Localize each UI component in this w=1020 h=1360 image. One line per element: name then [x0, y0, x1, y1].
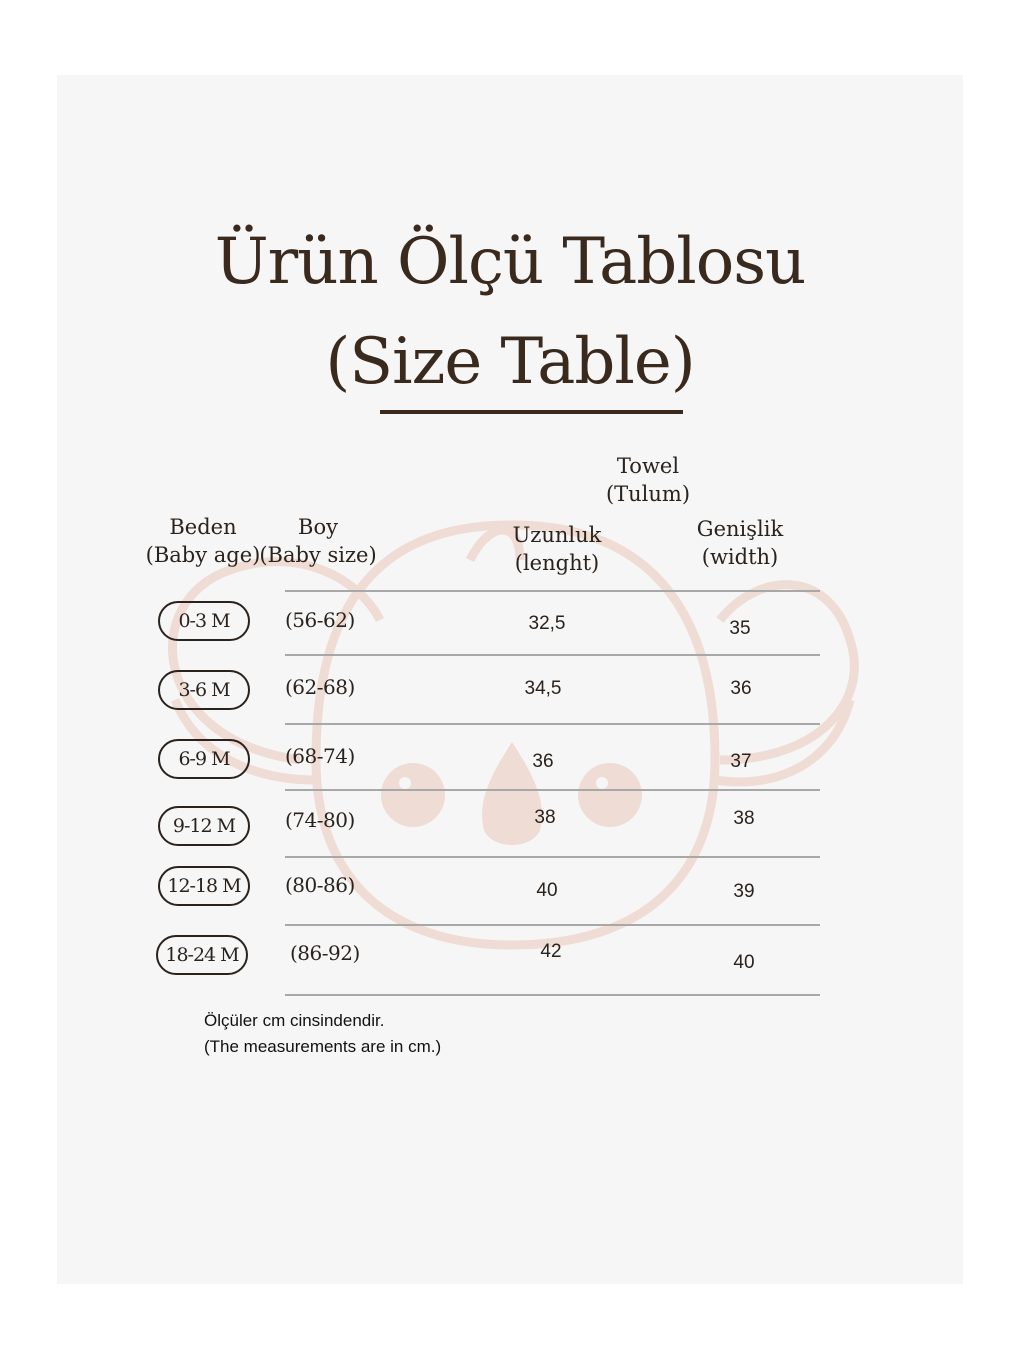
- group-header-sublabel: (Tulum): [605, 482, 691, 506]
- note-turkish: Ölçüler cm cinsindendir.: [204, 1011, 385, 1030]
- table-divider: [285, 856, 820, 858]
- width-value: 36: [730, 678, 752, 699]
- header-label: Genişlik: [696, 517, 784, 541]
- table-divider: [285, 994, 820, 996]
- group-header-label: Towel: [616, 454, 680, 478]
- baby-size: (80-86): [285, 873, 355, 897]
- length-value: 36: [532, 751, 554, 772]
- width-value: 35: [729, 618, 751, 639]
- table-divider: [285, 924, 820, 926]
- width-value: 37: [730, 751, 752, 772]
- header-sublabel: (width): [701, 545, 779, 569]
- page-title: Ürün Ölçü Tablosu: [214, 225, 806, 299]
- baby-size: (62-68): [285, 675, 355, 699]
- length-value: 38: [534, 807, 556, 828]
- table-divider: [285, 590, 820, 592]
- header-label: Beden: [169, 515, 237, 539]
- width-value: 39: [733, 881, 755, 902]
- age-pill: 6-9 M: [158, 739, 250, 779]
- baby-size: (56-62): [285, 608, 355, 632]
- width-value: 40: [733, 952, 755, 973]
- age-pill: 3-6 M: [158, 670, 250, 710]
- header-label: Boy: [298, 515, 338, 539]
- age-pill: 0-3 M: [158, 601, 250, 641]
- note-english: (The measurements are in cm.): [204, 1037, 442, 1056]
- column-header-beden: [143, 513, 263, 569]
- length-value: 32,5: [528, 613, 566, 634]
- title-underline: [380, 410, 683, 414]
- length-value: 34,5: [524, 678, 562, 699]
- age-pill: 12-18 M: [158, 866, 250, 906]
- baby-size: (68-74): [285, 744, 355, 768]
- length-value: 42: [540, 941, 562, 962]
- table-divider: [285, 654, 820, 656]
- header-sublabel: (Baby size): [259, 543, 377, 567]
- column-header-uzunluk: [497, 521, 617, 577]
- baby-size: (86-92): [290, 941, 360, 965]
- baby-size: (74-80): [285, 808, 355, 832]
- column-header-genislik: [680, 515, 800, 571]
- length-value: 40: [536, 880, 558, 901]
- header-sublabel: (Baby age): [145, 543, 261, 567]
- header-label: Uzunluk: [512, 523, 602, 547]
- width-value: 38: [733, 808, 755, 829]
- table-divider: [285, 723, 820, 725]
- page-subtitle: (Size Table): [325, 325, 695, 399]
- group-header: [588, 452, 708, 508]
- table-divider: [285, 789, 820, 791]
- age-pill: 9-12 M: [158, 806, 250, 846]
- measurement-note: [204, 1008, 441, 1060]
- age-pill: 18-24 M: [156, 935, 248, 975]
- header-sublabel: (lenght): [514, 551, 600, 575]
- column-header-boy: [258, 513, 378, 569]
